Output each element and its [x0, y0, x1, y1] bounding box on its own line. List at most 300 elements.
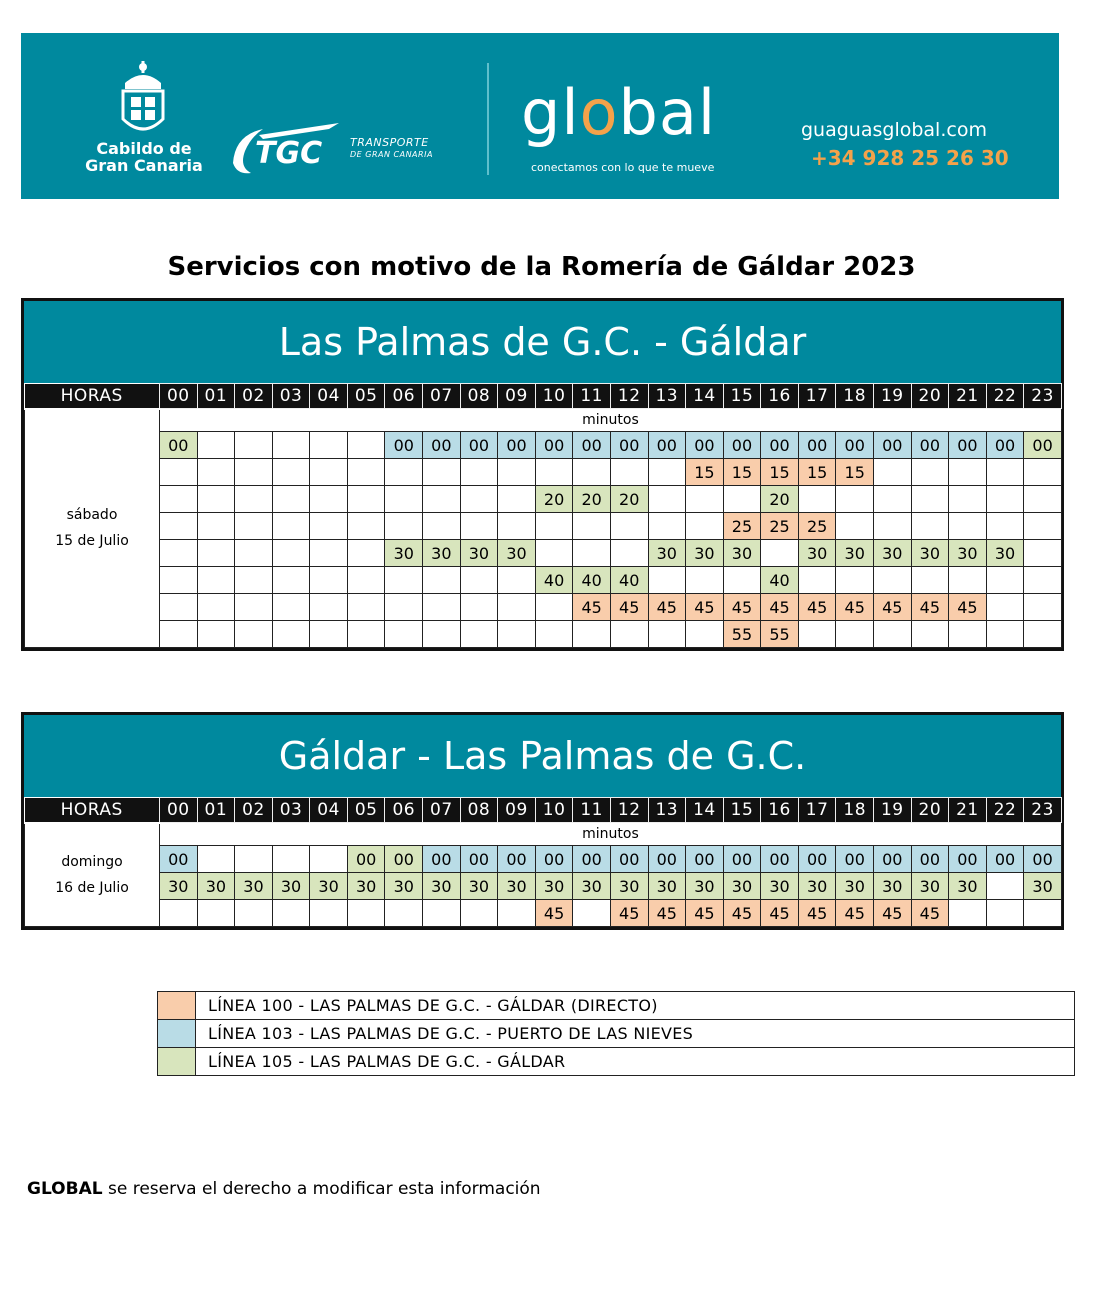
departure-cell: 30	[986, 540, 1024, 567]
departure-cell: 30	[873, 873, 911, 900]
departure-cell: 45	[798, 900, 836, 927]
hours-header-row	[25, 798, 1062, 823]
hour-header-cell: 04	[310, 798, 348, 823]
departure-cell	[423, 513, 461, 540]
departure-cell	[460, 486, 498, 513]
departure-cell	[949, 513, 987, 540]
departure-cell: 20	[761, 486, 799, 513]
hour-header-cell: 22	[986, 384, 1024, 409]
departure-cell	[911, 621, 949, 648]
departure-cell: 40	[610, 567, 648, 594]
departure-cell	[460, 594, 498, 621]
departure-cell: 00	[686, 432, 724, 459]
departure-cell	[836, 567, 874, 594]
departure-cell	[272, 486, 310, 513]
departure-cell	[949, 459, 987, 486]
hour-header-cell: 18	[836, 384, 874, 409]
departure-cell	[498, 513, 536, 540]
departure-cell: 00	[385, 846, 423, 873]
minute-row	[25, 846, 1062, 873]
departure-cell: 00	[873, 432, 911, 459]
departure-cell: 15	[798, 459, 836, 486]
hour-header-cell: 18	[836, 798, 874, 823]
departure-cell	[986, 486, 1024, 513]
global-logo-part: bal	[618, 76, 717, 149]
departure-cell: 00	[610, 846, 648, 873]
departure-cell: 15	[761, 459, 799, 486]
departure-cell	[235, 567, 273, 594]
departure-cell: 00	[686, 846, 724, 873]
minute-row	[25, 621, 1062, 648]
departure-cell	[347, 594, 385, 621]
global-tagline: conectamos con lo que te mueve	[531, 161, 715, 174]
departure-cell: 30	[460, 873, 498, 900]
departure-cell	[235, 513, 273, 540]
hour-header-cell: 08	[460, 384, 498, 409]
departure-cell	[197, 432, 235, 459]
departure-cell	[197, 513, 235, 540]
cabildo-line-1: Cabildo de	[96, 139, 192, 158]
departure-cell	[310, 594, 348, 621]
departure-cell: 30	[460, 540, 498, 567]
departure-cell: 00	[573, 432, 611, 459]
departure-cell	[798, 486, 836, 513]
departure-cell	[836, 513, 874, 540]
global-logo	[521, 73, 771, 153]
departure-cell: 30	[573, 873, 611, 900]
hour-header-cell: 23	[1024, 798, 1062, 823]
departure-cell: 30	[836, 873, 874, 900]
timetable-grid	[24, 797, 1062, 927]
departure-cell: 45	[723, 900, 761, 927]
timetable-title: Gáldar - Las Palmas de G.C.	[24, 715, 1061, 797]
legend-row	[158, 1020, 1075, 1048]
departure-cell: 00	[761, 432, 799, 459]
departure-cell: 00	[836, 846, 874, 873]
departure-cell	[873, 621, 911, 648]
minute-row	[25, 900, 1062, 927]
phone-number[interactable]: +34 928 25 26 30	[811, 146, 1009, 170]
departure-cell	[310, 540, 348, 567]
departure-cell	[272, 513, 310, 540]
departure-cell: 45	[686, 900, 724, 927]
departure-cell: 00	[460, 846, 498, 873]
departure-cell: 45	[535, 900, 573, 927]
departure-cell	[272, 567, 310, 594]
departure-cell	[385, 513, 423, 540]
departure-cell: 00	[498, 432, 536, 459]
departure-cell: 00	[160, 846, 198, 873]
departure-cell: 00	[498, 846, 536, 873]
departure-cell: 30	[723, 873, 761, 900]
departure-cell: 00	[423, 432, 461, 459]
departure-cell	[235, 540, 273, 567]
departure-cell: 30	[686, 540, 724, 567]
departure-cell: 00	[573, 846, 611, 873]
departure-cell	[310, 621, 348, 648]
hour-header-cell: 10	[535, 798, 573, 823]
departure-cell	[423, 900, 461, 927]
departure-cell	[986, 594, 1024, 621]
departure-cell: 00	[761, 846, 799, 873]
departure-cell	[197, 540, 235, 567]
departure-cell	[498, 567, 536, 594]
departure-cell	[1024, 567, 1062, 594]
departure-cell: 30	[686, 873, 724, 900]
day-date: 15 de Julio	[55, 533, 129, 550]
departure-cell	[197, 486, 235, 513]
departure-cell: 40	[535, 567, 573, 594]
hour-header-cell: 06	[385, 384, 423, 409]
departure-cell: 00	[460, 432, 498, 459]
hour-header-cell: 05	[347, 798, 385, 823]
departure-cell	[573, 540, 611, 567]
departure-cell	[873, 486, 911, 513]
departure-cell: 30	[310, 873, 348, 900]
departure-cell: 00	[535, 432, 573, 459]
departure-cell	[648, 621, 686, 648]
departure-cell	[347, 432, 385, 459]
departure-cell	[235, 594, 273, 621]
hour-header-cell: 19	[873, 798, 911, 823]
hour-header-cell: 02	[235, 384, 273, 409]
departure-cell	[573, 459, 611, 486]
departure-cell	[535, 540, 573, 567]
departure-cell	[610, 621, 648, 648]
departure-cell	[385, 459, 423, 486]
legend-swatch	[158, 1048, 196, 1076]
departure-cell	[347, 459, 385, 486]
departure-cell	[686, 621, 724, 648]
hour-header-cell: 07	[423, 384, 461, 409]
departure-cell	[160, 459, 198, 486]
departure-cell	[197, 846, 235, 873]
departure-cell	[197, 567, 235, 594]
departure-cell	[197, 621, 235, 648]
departure-cell	[160, 540, 198, 567]
departure-cell	[235, 846, 273, 873]
departure-cell	[535, 594, 573, 621]
departure-cell: 30	[423, 873, 461, 900]
departure-cell	[460, 459, 498, 486]
departure-cell: 20	[610, 486, 648, 513]
hour-header-cell: 02	[235, 798, 273, 823]
website-link[interactable]: guaguasglobal.com	[801, 119, 987, 141]
minute-row	[25, 513, 1062, 540]
departure-cell: 45	[686, 594, 724, 621]
departure-cell	[272, 846, 310, 873]
departure-cell	[272, 459, 310, 486]
hours-header-row	[25, 384, 1062, 409]
departure-cell: 30	[235, 873, 273, 900]
departure-cell	[460, 900, 498, 927]
departure-cell	[498, 621, 536, 648]
tgc-sub-line-1: TRANSPORTE	[350, 136, 429, 149]
departure-cell: 20	[573, 486, 611, 513]
cabildo-name	[77, 140, 211, 174]
departure-cell	[986, 459, 1024, 486]
minute-row	[25, 459, 1062, 486]
header-banner	[21, 33, 1059, 199]
departure-cell: 20	[535, 486, 573, 513]
departure-cell	[1024, 486, 1062, 513]
minutos-label: minutos	[160, 823, 1062, 846]
departure-cell: 00	[648, 846, 686, 873]
departure-cell	[347, 900, 385, 927]
departure-cell	[235, 486, 273, 513]
departure-cell	[235, 900, 273, 927]
hour-header-cell: 11	[573, 798, 611, 823]
departure-cell: 30	[498, 873, 536, 900]
hour-header-cell: 13	[648, 384, 686, 409]
timetable-outbound	[21, 298, 1064, 651]
departure-cell: 30	[648, 873, 686, 900]
departure-cell: 30	[385, 540, 423, 567]
departure-cell	[197, 594, 235, 621]
departure-cell	[911, 513, 949, 540]
departure-cell	[1024, 459, 1062, 486]
departure-cell	[911, 567, 949, 594]
departure-cell	[610, 540, 648, 567]
departure-cell	[160, 513, 198, 540]
departure-cell: 00	[873, 846, 911, 873]
departure-cell	[986, 567, 1024, 594]
departure-cell: 15	[723, 459, 761, 486]
legend-row	[158, 1048, 1075, 1076]
departure-cell: 00	[911, 846, 949, 873]
departure-cell: 00	[610, 432, 648, 459]
departure-cell: 30	[873, 540, 911, 567]
departure-cell: 00	[1024, 846, 1062, 873]
legend-text: LÍNEA 100 - LAS PALMAS DE G.C. - GÁLDAR (DIRECTO)	[196, 992, 1075, 1020]
tgc-subtitle	[350, 137, 433, 161]
cabildo-line-2: Gran Canaria	[85, 156, 203, 175]
departure-cell: 30	[385, 873, 423, 900]
minute-row	[25, 540, 1062, 567]
departure-cell: 55	[761, 621, 799, 648]
departure-cell	[498, 594, 536, 621]
departure-cell	[347, 540, 385, 567]
departure-cell	[160, 900, 198, 927]
cabildo-crest-icon	[117, 61, 169, 139]
footer-note	[27, 1179, 541, 1199]
hour-header-cell: 10	[535, 384, 573, 409]
hour-header-cell: 21	[949, 798, 987, 823]
departure-cell	[423, 459, 461, 486]
departure-cell	[535, 621, 573, 648]
departure-cell	[423, 567, 461, 594]
legend-row	[158, 992, 1075, 1020]
departure-cell: 30	[949, 873, 987, 900]
hour-header-cell: 16	[761, 384, 799, 409]
departure-cell: 30	[1024, 873, 1062, 900]
hour-header-cell: 13	[648, 798, 686, 823]
tgc-logo-icon	[229, 123, 359, 179]
departure-cell: 00	[535, 846, 573, 873]
departure-cell: 45	[573, 594, 611, 621]
departure-cell: 00	[347, 846, 385, 873]
departure-cell	[272, 621, 310, 648]
departure-cell	[460, 513, 498, 540]
departure-cell: 30	[911, 873, 949, 900]
departure-cell	[347, 567, 385, 594]
departure-cell: 30	[610, 873, 648, 900]
global-logo-part: gl	[521, 76, 580, 149]
departure-cell: 30	[160, 873, 198, 900]
hours-label: HORAS	[25, 384, 160, 409]
departure-cell: 45	[949, 594, 987, 621]
departure-cell: 00	[423, 846, 461, 873]
departure-cell: 00	[911, 432, 949, 459]
hour-header-cell: 01	[197, 384, 235, 409]
departure-cell	[573, 900, 611, 927]
hour-header-cell: 00	[160, 798, 198, 823]
departure-cell: 45	[610, 900, 648, 927]
departure-cell	[460, 621, 498, 648]
departure-cell	[385, 486, 423, 513]
departure-cell	[347, 621, 385, 648]
minute-row	[25, 486, 1062, 513]
legend-text: LÍNEA 105 - LAS PALMAS DE G.C. - GÁLDAR	[196, 1048, 1075, 1076]
day-date: 16 de Julio	[55, 879, 129, 896]
departure-cell: 45	[761, 900, 799, 927]
departure-cell	[310, 459, 348, 486]
hour-header-cell: 03	[272, 798, 310, 823]
departure-cell: 30	[911, 540, 949, 567]
hour-header-cell: 01	[197, 798, 235, 823]
departure-cell	[197, 459, 235, 486]
departure-cell	[498, 459, 536, 486]
timetable-grid	[24, 383, 1062, 648]
service-day	[25, 823, 160, 927]
departure-cell: 30	[723, 540, 761, 567]
departure-cell	[798, 567, 836, 594]
departure-cell: 00	[723, 432, 761, 459]
minute-row	[25, 567, 1062, 594]
departure-cell	[648, 567, 686, 594]
departure-cell: 30	[648, 540, 686, 567]
departure-cell	[535, 513, 573, 540]
departure-cell	[610, 513, 648, 540]
minutos-row	[25, 409, 1062, 432]
departure-cell	[160, 567, 198, 594]
departure-cell	[873, 513, 911, 540]
departure-cell: 00	[986, 846, 1024, 873]
departure-cell: 45	[911, 900, 949, 927]
departure-cell: 30	[535, 873, 573, 900]
departure-cell: 00	[798, 432, 836, 459]
departure-cell	[310, 846, 348, 873]
hour-header-cell: 20	[911, 384, 949, 409]
footer-text: se reserva el derecho a modificar esta información	[102, 1179, 541, 1199]
hour-header-cell: 17	[798, 384, 836, 409]
departure-cell	[986, 873, 1024, 900]
departure-cell: 00	[836, 432, 874, 459]
departure-cell: 30	[798, 873, 836, 900]
departure-cell	[1024, 513, 1062, 540]
departure-cell	[949, 621, 987, 648]
legend-text: LÍNEA 103 - LAS PALMAS DE G.C. - PUERTO DE LAS NIEVES	[196, 1020, 1075, 1048]
departure-cell	[385, 567, 423, 594]
departure-cell: 15	[836, 459, 874, 486]
departure-cell: 30	[272, 873, 310, 900]
hour-header-cell: 09	[498, 798, 536, 823]
departure-cell: 45	[836, 900, 874, 927]
departure-cell	[272, 540, 310, 567]
departure-cell: 45	[648, 594, 686, 621]
departure-cell	[648, 486, 686, 513]
departure-cell	[235, 621, 273, 648]
hour-header-cell: 05	[347, 384, 385, 409]
tgc-sub-line-2: DE GRAN CANARIA	[350, 150, 433, 159]
departure-cell	[310, 486, 348, 513]
departure-cell	[986, 900, 1024, 927]
departure-cell	[272, 900, 310, 927]
departure-cell: 30	[423, 540, 461, 567]
departure-cell: 30	[949, 540, 987, 567]
departure-cell: 00	[1024, 432, 1062, 459]
departure-cell: 30	[761, 873, 799, 900]
departure-cell	[1024, 621, 1062, 648]
departure-cell	[347, 486, 385, 513]
departure-cell	[385, 900, 423, 927]
departure-cell	[460, 567, 498, 594]
departure-cell: 40	[573, 567, 611, 594]
departure-cell: 45	[873, 900, 911, 927]
hour-header-cell: 22	[986, 798, 1024, 823]
departure-cell	[911, 459, 949, 486]
hour-header-cell: 09	[498, 384, 536, 409]
banner-divider	[487, 63, 489, 175]
departure-cell	[423, 486, 461, 513]
hour-header-cell: 21	[949, 384, 987, 409]
departure-cell: 00	[949, 432, 987, 459]
departure-cell	[310, 432, 348, 459]
hour-header-cell: 20	[911, 798, 949, 823]
departure-cell	[949, 567, 987, 594]
departure-cell	[648, 513, 686, 540]
hour-header-cell: 11	[573, 384, 611, 409]
departure-cell: 00	[798, 846, 836, 873]
legend-swatch	[158, 992, 196, 1020]
hour-header-cell: 14	[686, 384, 724, 409]
departure-cell: 00	[160, 432, 198, 459]
departure-cell: 45	[798, 594, 836, 621]
departure-cell: 30	[498, 540, 536, 567]
departure-cell: 00	[385, 432, 423, 459]
departure-cell: 30	[836, 540, 874, 567]
hour-header-cell: 14	[686, 798, 724, 823]
legend-swatch	[158, 1020, 196, 1048]
hour-header-cell: 15	[723, 798, 761, 823]
departure-cell	[423, 621, 461, 648]
departure-cell: 25	[798, 513, 836, 540]
departure-cell: 45	[761, 594, 799, 621]
departure-cell: 25	[761, 513, 799, 540]
departure-cell	[385, 594, 423, 621]
departure-cell	[686, 486, 724, 513]
page-title: Servicios con motivo de la Romería de Gáldar 2023	[167, 252, 916, 282]
departure-cell: 55	[723, 621, 761, 648]
hour-header-cell: 23	[1024, 384, 1062, 409]
departure-cell	[310, 567, 348, 594]
departure-cell	[949, 486, 987, 513]
hour-header-cell: 12	[610, 798, 648, 823]
hour-header-cell: 17	[798, 798, 836, 823]
departure-cell: 40	[761, 567, 799, 594]
departure-cell	[798, 621, 836, 648]
departure-cell	[1024, 594, 1062, 621]
